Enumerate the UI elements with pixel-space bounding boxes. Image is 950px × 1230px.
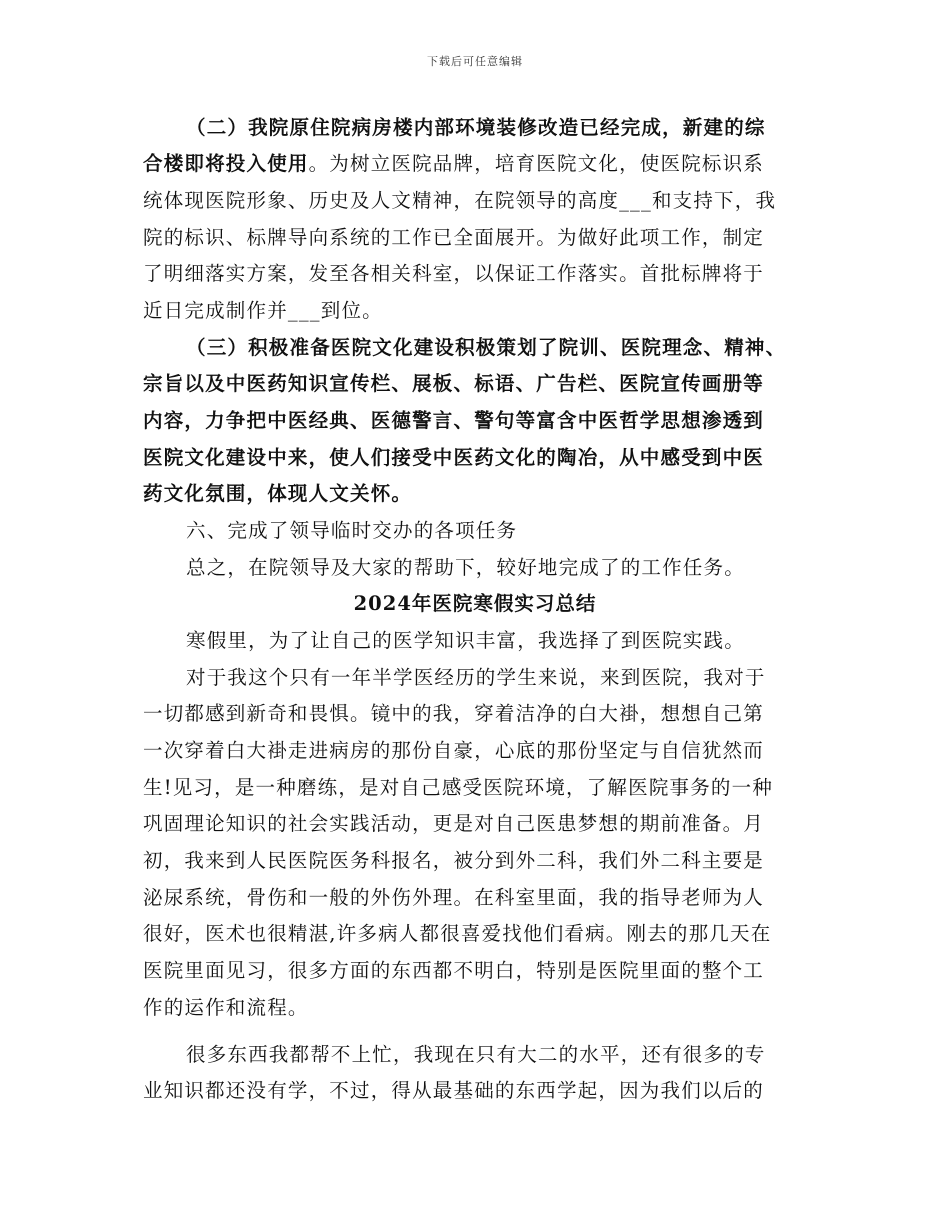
section3-line-3: 内容，力争把中医经典、医德警言、警句等富含中医哲学思想渗透到 bbox=[143, 409, 765, 432]
body-p2-line-4: 生!见习，是一种磨练，是对自己感受医院环境，了解医院事务的一种 bbox=[143, 776, 774, 799]
body-p2-line-3: 一次穿着白大褂走进病房的那份自豪，心底的那份坚定与自信犹然而 bbox=[143, 739, 765, 762]
page-header: 下载后可任意编辑 bbox=[427, 55, 523, 68]
section2-line-5: 了明细落实方案，发至各相关科室，以保证工作落实。首批标牌将于 bbox=[143, 262, 765, 285]
body-p2-line-9: 医院里面见习，很多方面的东西都不明白，特别是医院里面的整个工 bbox=[143, 959, 765, 982]
section2-line-4: 院的标识、标牌导向系统的工作已全面展开。为做好此项工作，制定 bbox=[143, 226, 765, 249]
section6-heading: 六、完成了领导临时交办的各项任务 bbox=[186, 519, 518, 542]
document-title: 2024年医院寒假实习总结 bbox=[353, 592, 597, 615]
section2-line-6: 近日完成制作并___到位。 bbox=[143, 299, 383, 322]
section2-line-3: 统体现医院形象、历史及人文精神，在院领导的高度___和支持下，我 bbox=[143, 189, 777, 212]
section3-line-5: 药文化氛围，体现人文关怀。 bbox=[143, 482, 413, 505]
section2-line-2-rest: 。为树立医院品牌，培育医院文化，使医院标识系 bbox=[308, 152, 765, 175]
body-p2-line-6: 初，我来到人民医院医务科报名，被分到外二科，我们外二科主要是 bbox=[143, 849, 765, 872]
body-p2-line-7: 泌尿系统，骨伤和一般的外伤外理。在科室里面，我的指导老师为人 bbox=[143, 886, 765, 909]
section3-line-1: （三）积极准备医院文化建设积极策划了院训、医院理念、精神、 bbox=[186, 336, 787, 359]
body-p2-line-1: 对于我这个只有一年半学医经历的学生来说，来到医院，我对于 bbox=[186, 666, 766, 689]
body-p3-line-1: 很多东西我都帮不上忙，我现在只有大二的水平，还有很多的专 bbox=[186, 1043, 766, 1066]
body-p2-line-8: 很好，医术也很精湛,许多病人都很喜爱找他们看病。刚去的那几天在 bbox=[143, 922, 772, 945]
section2-line-1: （二）我院原住院病房楼内部环境装修改造已经完成，新建的综 bbox=[186, 116, 766, 139]
conclusion-text: 总之，在院领导及大家的帮助下，较好地完成了的工作任务。 bbox=[186, 556, 745, 579]
section2-line-2-bold: 合楼即将投入使用 bbox=[143, 152, 309, 175]
section3-line-2: 宗旨以及中医药知识宣传栏、展板、标语、广告栏、医院宣传画册等 bbox=[143, 372, 765, 395]
section3-line-4: 医院文化建设中来，使人们接受中医药文化的陶冶，从中感受到中医 bbox=[143, 446, 765, 469]
body-paragraph-1: 寒假里，为了让自己的医学知识丰富，我选择了到医院实践。 bbox=[186, 629, 745, 652]
body-p3-line-2: 业知识都还没有学，不过，得从最基础的东西学起，因为我们以后的 bbox=[143, 1079, 765, 1102]
body-p2-line-5: 巩固理论知识的社会实践活动，更是对自己医患梦想的期前准备。月 bbox=[143, 812, 765, 835]
body-p2-line-2: 一切都感到新奇和畏惧。镜中的我，穿着洁净的白大褂，想想自己第 bbox=[143, 702, 765, 725]
body-p2-line-10: 作的运作和流程。 bbox=[143, 996, 309, 1019]
section2-line-2 bbox=[143, 152, 764, 176]
